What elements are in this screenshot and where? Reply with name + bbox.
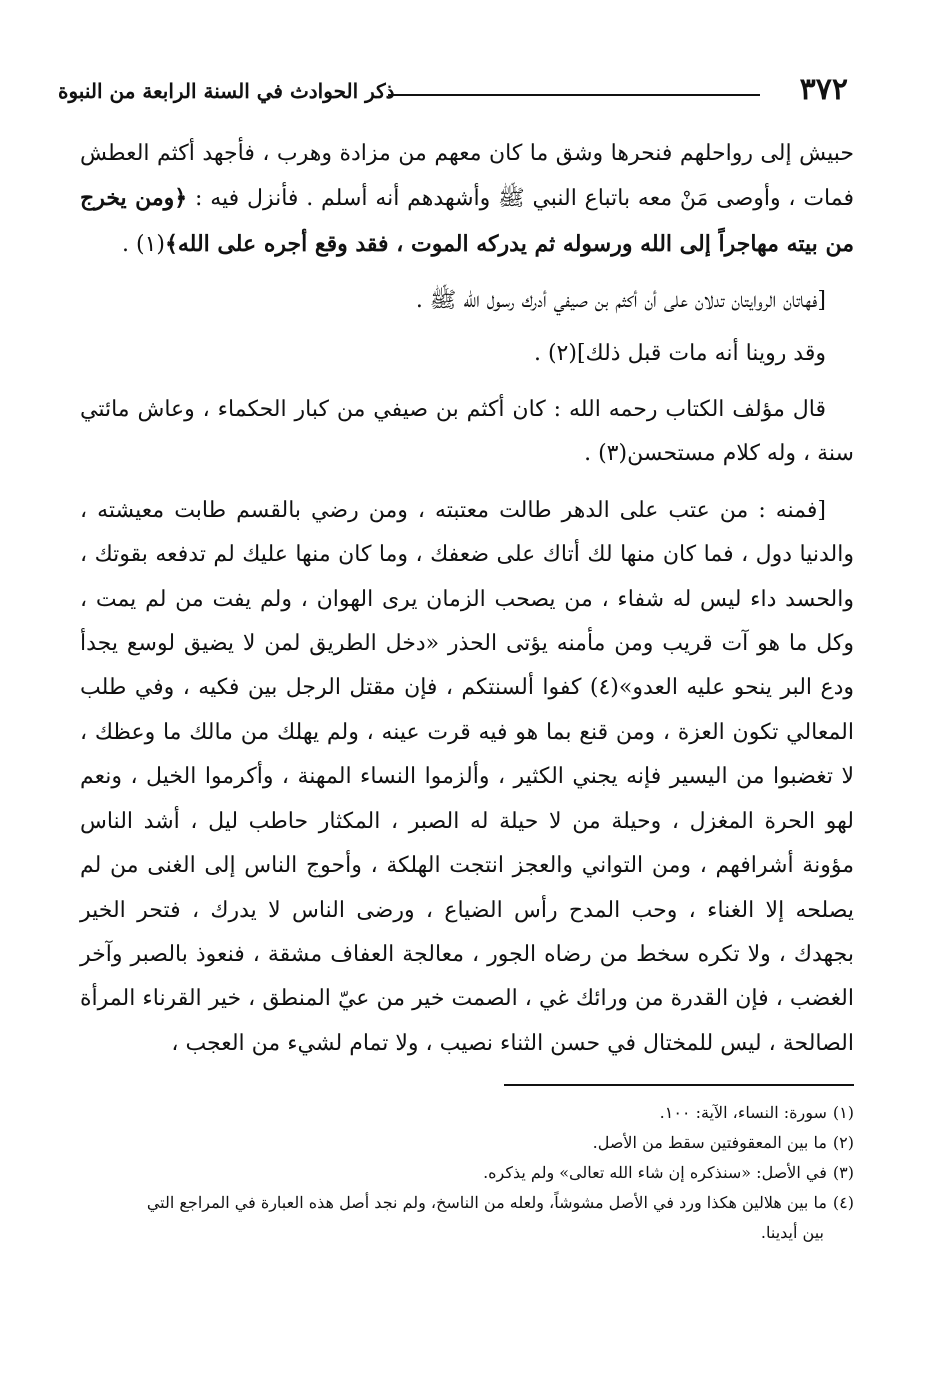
- quran-verse: من بيته مهاجراً إلى الله ورسوله ثم يدركه الموت ، فقد وقع أجره على الله﴾: [164, 230, 854, 257]
- paragraph-5-line-13: المرأة الصالحة ، ليس للمختال في حسن الثناء نصيب ، ولا تمام لشيء من العجب ،: [80, 986, 854, 1056]
- paragraph-2: [فهاتان الروايتان تدلان على أن أكثم بن صيفي أدرك رسول الله ﷺ .: [415, 288, 826, 314]
- paragraph-3: وقد روينا أنه مات قبل ذلك](٢) .: [533, 340, 826, 366]
- footnote-text: سورة: النساء، الآية: ١٠٠.: [659, 1103, 827, 1122]
- paragraph-5-line-11: الخير بجهدك ، ولا تكره سخط من رضاه الجور ، معالجة العفاف مشقة ، فنعوذ بالصبر: [80, 897, 854, 967]
- paragraph-5-line-12: وآخر الغضب ، فإن القدرة من ورائك غي ، الصمت خير من عيّ المنطق ، خير القرناء: [80, 941, 854, 1012]
- paragraph-5: [80, 489, 854, 1066]
- footnote-number: (٢): [832, 1133, 854, 1152]
- footnote-1: [84, 1098, 854, 1128]
- paragraph-5-line-2: والدنيا دول ، فما كان منها لك أتاك على ضعفك ، وما كان منها عليك لم تدفعه بقوتك ،: [80, 542, 854, 568]
- footnote-rule: [504, 1084, 854, 1086]
- footnote-number: (٣): [832, 1163, 854, 1182]
- footnote-text: في الأصل: «سنذكره إن شاء الله تعالى» ولم يذكره.: [483, 1163, 827, 1182]
- running-title: ذكر الحوادث في السنة الرابعة من النبوة: [58, 79, 395, 103]
- paragraph-5-line-10: من لم يصلحه إلا الغناء ، وحب المدح رأس الضياع ، ورضى الناس لا يدرك ، فتحر: [80, 853, 854, 923]
- paragraph-5-line-9: الناس مؤونة أشرافهم ، ومن التواني والعجز انتجت الهلكة ، وأحوج الناس إلى الغنى: [80, 808, 854, 879]
- footnote-4: [84, 1188, 854, 1218]
- footnote-text: ما بين هلالين هكذا ورد في الأصل مشوشاً، ولعله من الناسخ، ولم نجد أصل هذه العبارة في المراجع التي: [146, 1193, 827, 1212]
- footnotes: [84, 1098, 854, 1248]
- main-text: [80, 132, 854, 1066]
- footnote-number: (١): [832, 1103, 854, 1122]
- paragraph-5-line-1: [فمنه : من عتب على الدهر طالت معتبته ، ومن رضي بالقسم طابت معيشته ،: [80, 497, 826, 523]
- quran-verse-start: ﴿ومن يخرج: [80, 185, 188, 212]
- footnote-number: (٤): [832, 1193, 854, 1212]
- paragraph-5-line-8: الخيل ، ونعم لهو الحرة المغزل ، وحيلة من لا حيلة له الصبر ، المكثار حاطب ليل ، أشد: [80, 764, 854, 834]
- footnote-text: ما بين المعقوفتين سقط من الأصل.: [592, 1133, 827, 1152]
- paragraph-1-line-1: حبيش إلى رواحلهم فنحرها وشق ما كان معهم من مزادة وهرب ، فأجهد أكثم العطش: [80, 141, 854, 166]
- paragraph-5-line-3: والحسد داء ليس له شفاء ، من يصحب الزمان يرى الهوان ، ولم يفت من لم: [145, 586, 854, 612]
- paragraph-5-line-4: يمت ، وكل ما هو آت قريب ومن مأمنه يؤتى الحذر «دخل الطريق لمن: [80, 586, 855, 657]
- page-header: [58, 72, 848, 112]
- page-number: ٣٧٢: [799, 72, 848, 107]
- footnote-2: [84, 1128, 854, 1158]
- footnote-4-continued: بين أيدينا.: [760, 1223, 824, 1242]
- paragraph-5-line-5: لا يضيق لوسع يجدأ ودع البر ينحو عليه العدو»(٤) كفوا ألسنتكم ، فإن مقتل الرجل بين: [80, 631, 854, 701]
- header-rule: [388, 94, 760, 96]
- paragraph-4: [80, 388, 854, 477]
- footnote-ref-1: (١) .: [121, 231, 165, 257]
- paragraph-5-line-6: فكيه ، وفي طلب المعالي تكون العزة ، ومن قنع بما هو فيه قرت عينه ، ولم يهلك من: [80, 675, 854, 745]
- paragraph-4-line-1: قال مؤلف الكتاب رحمه الله : كان أكثم بن صيفي من كبار الحكماء ، وعاش: [137, 397, 826, 423]
- footnote-3: [84, 1158, 854, 1188]
- paragraph-4-line-2: مائتي سنة ، وله كلام مستحسن(٣) .: [80, 397, 854, 467]
- paragraph-5-line-7: مالك ما وعظك ، لا تغضبوا من اليسير فإنه يجني الكثير ، وألزموا النساء المهنة ، وأكرموا: [80, 719, 854, 790]
- paragraph-1-line-2: فمات ، وأوصى مَنْ معه باتباع النبي ﷺ وأشهدهم أنه أسلم . فأنزل فيه :: [187, 186, 854, 212]
- paragraph-1: [80, 132, 854, 267]
